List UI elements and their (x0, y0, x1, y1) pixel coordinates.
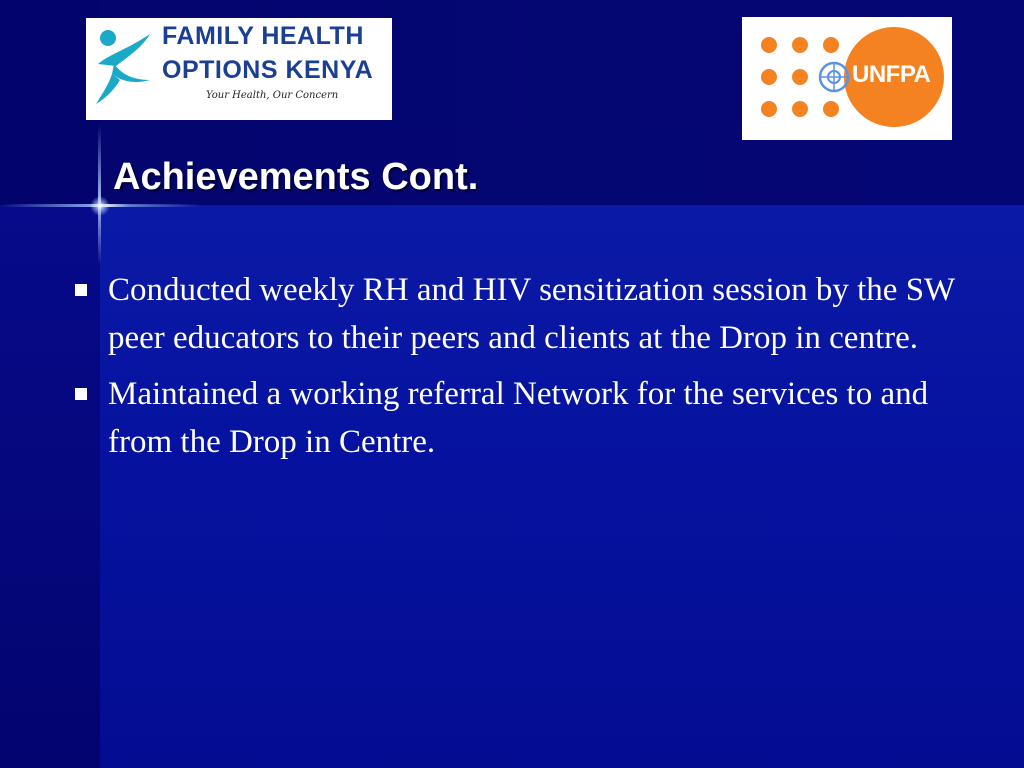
unfpa-wordmark: UNFPA (852, 61, 931, 88)
fhok-tagline: Your Health, Our Concern (206, 90, 339, 101)
un-emblem-icon (820, 63, 848, 91)
bullet-text: Maintained a working referral Network for the services to and from the Drop in Centre. (108, 376, 929, 460)
bullet-item (70, 370, 970, 466)
bullet-square-icon (75, 388, 87, 400)
bullet-item (70, 266, 970, 362)
fhok-logo (86, 18, 392, 120)
sparkle-accent (90, 196, 110, 216)
bullet-square-icon (75, 284, 87, 296)
unfpa-logo (742, 17, 952, 140)
fhok-name-line1: FAMILY HEALTH (162, 22, 364, 50)
running-figure-icon (92, 24, 158, 110)
bullet-text: Conducted weekly RH and HIV sensitization session by the SW peer educators to their peers and clients at the Drop in centre. (108, 272, 955, 356)
fhok-name-line2: OPTIONS KENYA (162, 56, 374, 84)
bullet-list (70, 266, 970, 474)
vertical-accent-line (98, 125, 101, 265)
slide-title: Achievements Cont. (113, 156, 479, 198)
